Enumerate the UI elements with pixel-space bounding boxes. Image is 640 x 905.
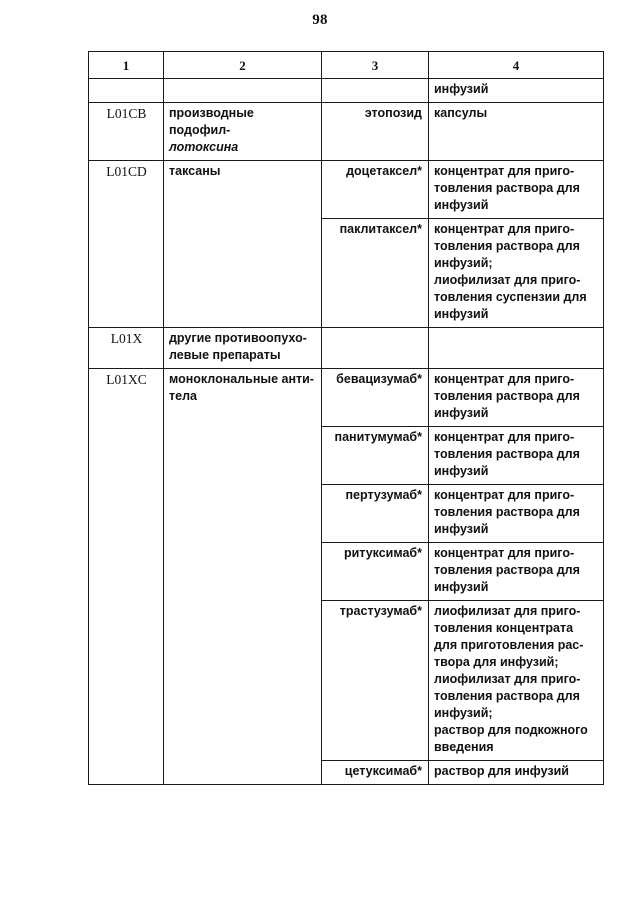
atc-code-cell: L01CD — [89, 161, 164, 328]
dosage-form-line: концентрат для приго- — [434, 488, 575, 502]
page-number: 98 — [312, 12, 328, 28]
table-row — [89, 369, 604, 427]
dosage-form-line: для приготовления рас- — [434, 638, 584, 652]
continuation-row — [89, 79, 604, 103]
dosage-form-line: инфузий — [434, 406, 489, 420]
dosage-form-cell — [429, 543, 604, 601]
dosage-form-cell — [429, 601, 604, 761]
dosage-form-cell — [429, 161, 604, 219]
dosage-form-line: раствор для инфузий — [434, 764, 569, 778]
dosage-form-line: товления раствора для — [434, 239, 580, 253]
group-name-cell — [164, 328, 322, 369]
dosage-form-line: концентрат для приго- — [434, 164, 575, 178]
drug-name-cell: пертузумаб* — [322, 485, 429, 543]
dosage-form-line: товления раствора для — [434, 563, 580, 577]
group-name-cell — [164, 369, 322, 785]
group-name-line: лотоксина — [169, 140, 239, 154]
group-name-cell — [164, 103, 322, 161]
dosage-form-line: концентрат для приго- — [434, 546, 575, 560]
drug-name-cell: ритуксимаб* — [322, 543, 429, 601]
group-name-line: таксаны — [169, 164, 221, 178]
table-row — [89, 161, 604, 219]
dosage-form-line: товления раствора для — [434, 447, 580, 461]
dosage-form-line: раствор для подкожного — [434, 723, 588, 737]
table-body — [89, 79, 604, 785]
dosage-form-cell — [429, 761, 604, 785]
dosage-form-line: инфузий — [434, 464, 489, 478]
dosage-form-line: товления раствора для — [434, 181, 580, 195]
continuation-inn-cell — [322, 79, 429, 103]
group-name-line: тела — [169, 389, 197, 403]
dosage-form-line: твора для инфузий; — [434, 655, 559, 669]
atc-code-cell: L01XC — [89, 369, 164, 785]
dosage-form-line: инфузий; — [434, 256, 493, 270]
dosage-form-line: инфузий; — [434, 706, 493, 720]
dosage-form-line: концентрат для приго- — [434, 222, 575, 236]
drug-name-cell: паклитаксел* — [322, 219, 429, 328]
dosage-form-cell — [429, 103, 604, 161]
drug-name-cell: панитумумаб* — [322, 427, 429, 485]
drug-name-cell: доцетаксел* — [322, 161, 429, 219]
dosage-form-cell — [429, 369, 604, 427]
dosage-form-line: товления раствора для — [434, 689, 580, 703]
column-header-1: 1 — [89, 52, 164, 79]
dosage-form-line: концентрат для приго- — [434, 430, 575, 444]
dosage-form-cell — [429, 485, 604, 543]
drug-name-cell — [322, 328, 429, 369]
dosage-form-line: товления суспензии для — [434, 290, 587, 304]
dosage-form-cell — [429, 427, 604, 485]
dosage-form-line: товления раствора для — [434, 389, 580, 403]
dosage-form-line: концентрат для приго- — [434, 372, 575, 386]
table-row — [89, 328, 604, 369]
dosage-form-line: лиофилизат для приго- — [434, 273, 581, 287]
dosage-form-line: товления раствора для — [434, 505, 580, 519]
drug-table — [88, 51, 604, 785]
drug-name-cell: трастузумаб* — [322, 601, 429, 761]
header-row — [89, 52, 604, 79]
dosage-form-line: лиофилизат для приго- — [434, 604, 581, 618]
dosage-form-line: инфузий — [434, 198, 489, 212]
dosage-form-cell — [429, 219, 604, 328]
table-row — [89, 103, 604, 161]
dosage-form-line: инфузий — [434, 580, 489, 594]
group-name-cell — [164, 161, 322, 328]
group-name-line: левые препараты — [169, 348, 281, 362]
column-header-4: 4 — [429, 52, 604, 79]
dosage-form-line: введения — [434, 740, 494, 754]
drug-name-cell: цетуксимаб* — [322, 761, 429, 785]
continuation-group-cell — [164, 79, 322, 103]
group-name-line: моноклональные анти- — [169, 372, 314, 386]
atc-code-cell: L01X — [89, 328, 164, 369]
continuation-code-cell — [89, 79, 164, 103]
group-name-line: производные подофил- — [169, 106, 254, 137]
column-header-3: 3 — [322, 52, 429, 79]
dosage-form-line: лиофилизат для приго- — [434, 672, 581, 686]
dosage-form-line: товления концентрата — [434, 621, 574, 635]
drug-name-cell: бевацизумаб* — [322, 369, 429, 427]
continuation-form-cell: инфузий — [429, 79, 604, 103]
dosage-form-line: инфузий — [434, 522, 489, 536]
dosage-form-cell — [429, 328, 604, 369]
dosage-form-line: инфузий — [434, 307, 489, 321]
atc-code-cell: L01CB — [89, 103, 164, 161]
group-name-line: другие противоопухо- — [169, 331, 307, 345]
dosage-form-line: капсулы — [434, 106, 488, 120]
column-header-2: 2 — [164, 52, 322, 79]
drug-name-cell: этопозид — [322, 103, 429, 161]
